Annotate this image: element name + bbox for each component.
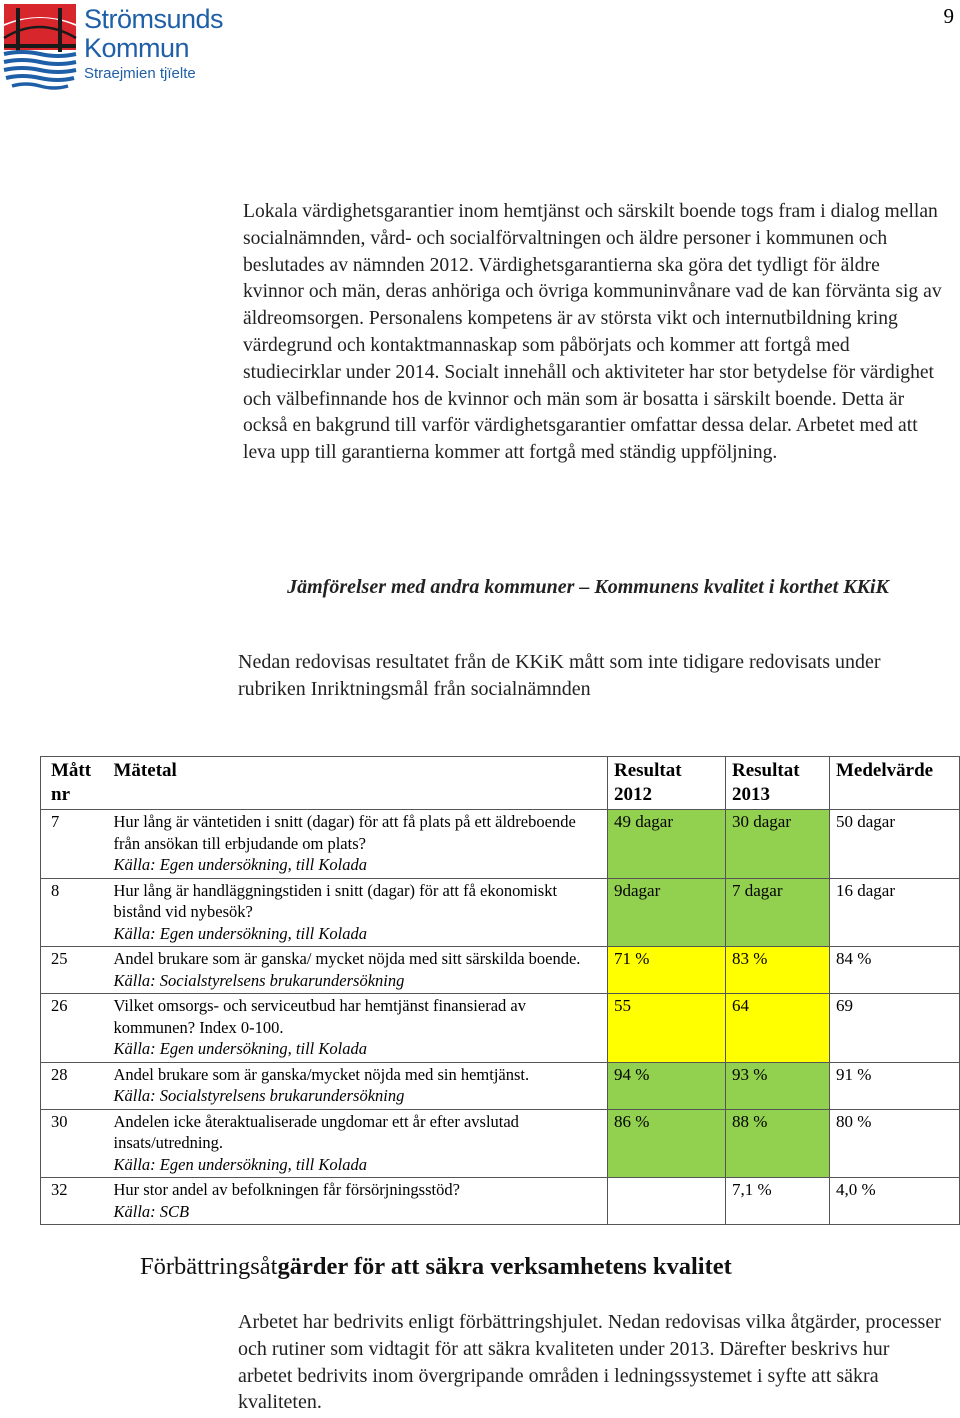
measure-description	[108, 810, 608, 879]
result-2012: 86 %	[608, 1109, 726, 1178]
measure-source: Källa: Egen undersökning, till Kolada	[113, 1154, 367, 1174]
result-2012: 94 %	[608, 1062, 726, 1109]
table-row	[41, 1062, 960, 1109]
average-value: 80 %	[830, 1109, 960, 1178]
measure-source: Källa: Egen undersökning, till Kolada	[113, 855, 367, 874]
result-2012: 9dagar	[608, 878, 726, 947]
result-2013: 7 dagar	[726, 878, 830, 947]
table-row	[41, 810, 960, 879]
average-value: 50 dagar	[830, 810, 960, 879]
municipality-logo	[2, 2, 232, 94]
average-value: 16 dagar	[830, 878, 960, 947]
header-matt-nr: Mått nr	[41, 757, 108, 810]
logo-tagline: Straejmien tjïelte	[84, 65, 196, 82]
intro-text: Lokala värdighetsgarantier inom hemtjänst och särskilt boende togs fram i dialog mellan socialnämnden, vård- och socialförvaltningen och äldre personer i kommunen och beslutades av nämnden 2012. Värdighetsgarantierna ska göra det tydligt för äldre kvinnor och män, deras anhöriga och övriga kommuninvånare vad de kan förvänta sig av äldreomsorgen. Personalens kompetens är av största vikt och internutbildning kring värdegrund och kontaktmannaskap som påbörjats och kommer att fortgå med studiecirklar under 2014. Socialt innehåll och aktiviteter har stor betydelse för värdighet och välbefinnande hos de kvinnor och män som är bosatta i särskilt boende. Detta är också en bakgrund till varför värdighetsgarantier omfattar dessa delar. Arbetet med att leva upp till garantierna kommer att fortgå med ständig uppföljning.	[243, 201, 942, 464]
table-row	[41, 1178, 960, 1225]
result-2013: 88 %	[726, 1109, 830, 1178]
table-row	[41, 947, 960, 994]
measure-source: Källa: Socialstyrelsens brukarundersökning	[113, 1086, 405, 1105]
heading2-part1: Förbättringsåt	[140, 1253, 278, 1280]
measure-source: Källa: Egen undersökning, till Kolada	[113, 923, 367, 943]
average-value: 84 %	[830, 947, 960, 994]
result-2013: 83 %	[726, 947, 830, 994]
measure-source: Källa: SCB	[113, 1201, 190, 1221]
result-2013: 7,1 %	[726, 1178, 830, 1225]
measure-source: Källa: Socialstyrelsens brukarundersökning	[113, 970, 405, 990]
header-resultat-2013: Resultat 2013	[726, 757, 830, 810]
result-2012: 71 %	[608, 947, 726, 994]
result-2013: 93 %	[726, 1062, 830, 1109]
table-row	[41, 878, 960, 947]
section-subheading: Jämförelser med andra kommuner – Kommunens kvalitet i korthet KKiK	[287, 576, 889, 598]
measure-number: 25	[41, 947, 108, 994]
measure-number: 32	[41, 1178, 108, 1225]
result-2012: 49 dagar	[608, 810, 726, 879]
header-matetal: Mätetal	[108, 757, 608, 810]
table-header-row	[41, 757, 960, 810]
result-2013: 64	[726, 994, 830, 1063]
measure-description	[108, 994, 608, 1063]
measure-number: 28	[41, 1062, 108, 1109]
section-heading-forbattringsatgarder	[140, 1252, 732, 1282]
measure-number: 7	[41, 810, 108, 879]
result-2012	[608, 1178, 726, 1225]
heading2-part2: gärder för att säkra verksamhetens kvalitet	[277, 1253, 732, 1280]
measure-question: Andelen icke återaktualiserade ungdomar ett år efter avslutad insats/utredning.	[113, 1111, 519, 1152]
measure-number: 8	[41, 878, 108, 947]
measure-question: Andel brukare som är ganska/ mycket nöjda med sitt särskilda boende.	[113, 949, 581, 968]
lead-paragraph: Nedan redovisas resultatet från de KKiK mått som inte tidigare redovisats under rubriken Inriktningsmål från socialnämnden	[238, 651, 881, 700]
closing-paragraph	[238, 1309, 943, 1416]
measure-source: Källa: Egen undersökning, till Kolada	[113, 1039, 367, 1058]
result-2012: 55	[608, 994, 726, 1063]
intro-paragraph	[243, 199, 943, 467]
header-medelvarde: Medelvärde	[830, 757, 960, 810]
result-2013: 30 dagar	[726, 810, 830, 879]
logo-name-line2: Kommun	[84, 33, 190, 63]
measure-description	[108, 1109, 608, 1178]
bridge-emblem-icon	[2, 2, 78, 92]
measure-description	[108, 878, 608, 947]
header-resultat-2012: Resultat 2012	[608, 757, 726, 810]
average-value: 69	[830, 994, 960, 1063]
measure-description	[108, 947, 608, 994]
measure-question: Andel brukare som är ganska/mycket nöjda med sin hemtjänst.	[113, 1064, 530, 1084]
table-row	[41, 994, 960, 1063]
measure-description	[108, 1178, 608, 1225]
closing-text: Arbetet har bedrivits enligt förbättringshjulet. Nedan redovisas vilka åtgärder, processer och rutiner som vidtagit för att säkra kvaliteten under 2013. Därefter beskrivs hur arbetet bedrivits inom övergripande områden i ledningssystemet i syfte att säkra kvaliteten.	[238, 1311, 941, 1414]
measure-question: Hur lång är handläggningstiden i snitt (dagar) för att få ekonomiskt bistånd vid nybesök?	[113, 880, 558, 921]
measure-number: 26	[41, 994, 108, 1063]
kkik-results-table	[40, 756, 960, 1225]
page-number: 9	[943, 4, 954, 28]
measure-number: 30	[41, 1109, 108, 1178]
measure-question: Hur stor andel av befolkningen får försörjningsstöd?	[113, 1180, 460, 1199]
average-value: 4,0 %	[830, 1178, 960, 1225]
average-value: 91 %	[830, 1062, 960, 1109]
measure-description	[108, 1062, 608, 1109]
logo-name: Strömsunds	[84, 4, 224, 34]
measure-question: Hur lång är väntetiden i snitt (dagar) för att få plats på ett äldreboende från ansökan till erbjudande om plats?	[113, 812, 576, 853]
measure-question: Vilket omsorgs- och serviceutbud har hemtjänst finansierad av kommunen? Index 0-100.	[113, 996, 526, 1037]
table-row	[41, 1109, 960, 1178]
